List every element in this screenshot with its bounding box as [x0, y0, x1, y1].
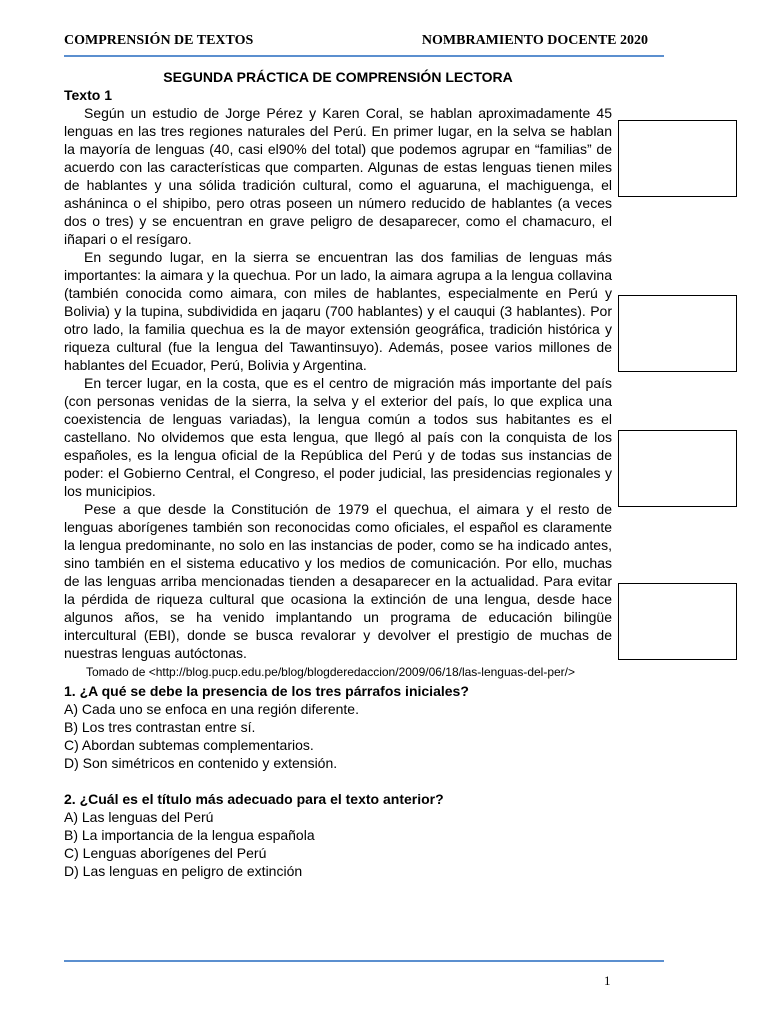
source-citation: Tomado de <http://blog.pucp.edu.pe/blog/blogderedaccion/2009/06/18/las-lenguas-del-per/> — [86, 665, 576, 679]
document-title: SEGUNDA PRÁCTICA DE COMPRENSIÓN LECTORA — [163, 69, 513, 85]
question-1-option-c: C) Abordan subtemas complementarios. — [64, 737, 314, 753]
document-body — [64, 68, 612, 880]
page-number: 1 — [604, 973, 611, 988]
question-2-option-d: D) Las lenguas en peligro de extinción — [64, 863, 303, 879]
header-course-title: COMPRENSIÓN DE TEXTOS — [64, 33, 254, 48]
question-2-option-c: C) Lenguas aborígenes del Perú — [64, 845, 267, 861]
question-2-option-a: A) Las lenguas del Perú — [64, 809, 214, 825]
header-divider — [64, 55, 664, 57]
question-1: 1. ¿A qué se debe la presencia de los tres párrafos iniciales? — [64, 683, 469, 699]
paragraph-2-answer-box[interactable] — [618, 295, 737, 372]
question-2: 2. ¿Cuál es el título más adecuado para el texto anterior? — [64, 791, 444, 807]
question-2-option-b: B) La importancia de la lengua española — [64, 827, 315, 843]
paragraph-2: En segundo lugar, en la sierra se encuentran las dos familias de lenguas más importantes: la aimara y la quechua. Por un lado, la aimara agrupa a la lengua collavina (también conocida como aimara, con miles de hablantes, especialmente en Perú y Bolivia) y la tupina, subdividida en jaqaru (700 hablantes) y el cauqui (3 hablantes). Por otro lado, la familia quechua es la de mayor extensión geográfica, tradición histórica y riqueza cultural (fue la lengua del Tawantinsuyo). Además, posee varios millones de hablantes del Ecuador, Perú, Bolivia y Argentina. — [64, 249, 612, 373]
paragraph-3-answer-box[interactable] — [618, 430, 737, 507]
page-header — [64, 30, 648, 52]
header-exam-title: NOMBRAMIENTO DOCENTE 2020 — [421, 33, 648, 48]
question-1-option-b: B) Los tres contrastan entre sí. — [64, 719, 256, 735]
paragraph-1: Según un estudio de Jorge Pérez y Karen Coral, se hablan aproximadamente 45 lenguas en las tres regiones naturales del Perú. En primer lugar, en la selva se hablan la mayoría de lenguas (40, casi el90% del total) que podemos agrupar en “familias” de acuerdo con las características que comparten. Algunas de estas lenguas tienen miles de hablantes y una sólida tradición cultural, como el aguaruna, el machiguenga, el asháninca o el shipibo, pero otras poseen un número reducido de hablantes (a veces dos o tres) y se encuentran en grave peligro de desaparecer, como el chamacuro, el iñapari o el resígaro. — [64, 105, 612, 247]
paragraph-4-answer-box[interactable] — [618, 583, 737, 660]
question-1-option-d: D) Son simétricos en contenido y extensión. — [64, 755, 338, 771]
paragraph-4: Pese a que desde la Constitución de 1979 el quechua, el aimara y el resto de lenguas aborígenes también son reconocidas como oficiales, el español es claramente la lengua predominante, no solo en las instancias de poder, como se ha indicado antes, sino también en el sistema educativo y los medios de comunicación. Por ello, muchas de las lenguas arriba mencionadas tienden a desaparecer en la actualidad. Para evitar la pérdida de riqueza cultural que ocasiona la extinción de una lengua, desde hace algunos años, se ha venido implantando un programa de educación bilingüe intercultural (EBI), donde se busca revalorar y devolver el prestigio de muchas de nuestras lenguas autóctonas. — [64, 501, 612, 661]
paragraph-3: En tercer lugar, en la costa, que es el centro de migración más importante del país (con personas venidas de la sierra, la selva y el exterior del país, lo que explica una coexistencia de lenguas variadas), la lengua común a todos sus habitantes es el castellano. No olvidemos que esta lengua, que llegó al país con la conquista de los españoles, es la lengua oficial de la República del Perú y de todas sus instancias de poder: el Gobierno Central, el Congreso, el poder judicial, las presidencias regionales y los municipios. — [64, 375, 612, 499]
footer-divider — [64, 960, 664, 962]
paragraph-1-answer-box[interactable] — [618, 120, 737, 197]
question-1-option-a: A) Cada uno se enfoca en una región diferente. — [64, 701, 359, 717]
text-label: Texto 1 — [64, 87, 112, 103]
